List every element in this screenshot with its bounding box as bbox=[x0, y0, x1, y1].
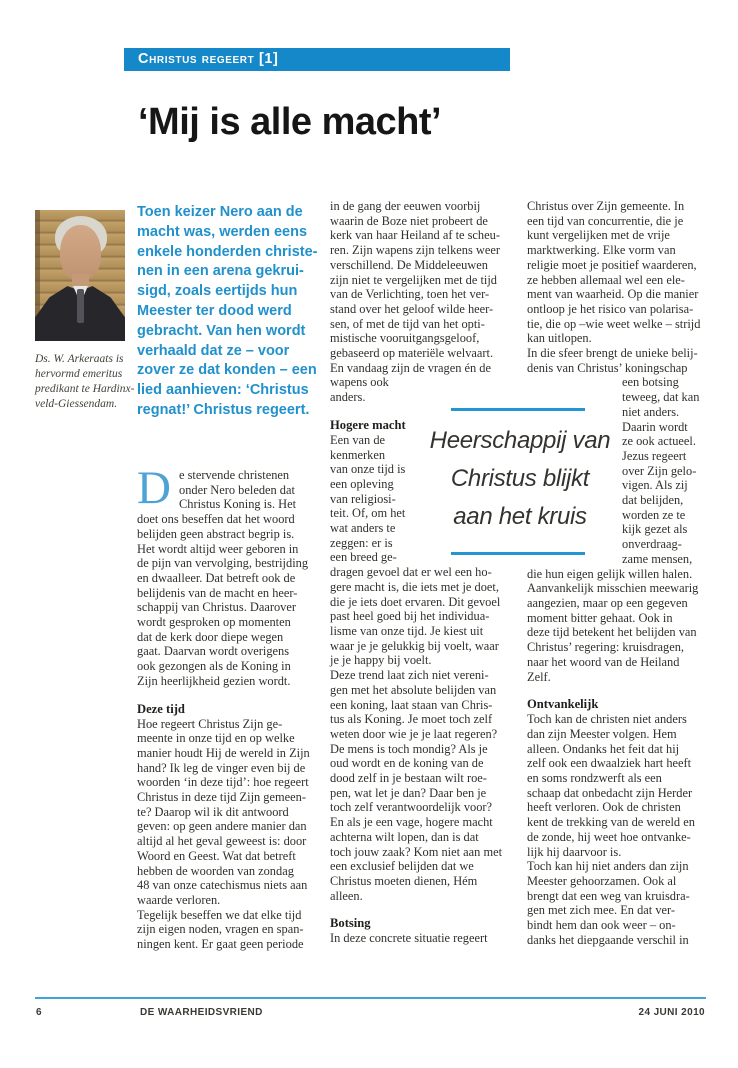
footer bbox=[0, 1007, 738, 1023]
issue-date: 24 JUNI 2010 bbox=[638, 1007, 705, 1018]
column-1 bbox=[137, 462, 329, 952]
drop-cap: D bbox=[137, 462, 171, 514]
paragraph-narrow: Een van de kenmerken van onze tijd is een opleving van religiosi- teit. Of, om het wat anders te zeggen: er is een breed ge- bbox=[330, 432, 406, 565]
paragraph bbox=[137, 462, 329, 689]
subheading-botsing: Botsing bbox=[330, 916, 371, 931]
column-2 bbox=[330, 199, 522, 946]
paragraph: Toch kan de christen niet anders dan zijn Meester volgen. Hem alleen. Ondanks het feit dat hij zelf ook een dwaalziek hart heeft en soms rondzwerft als een schaap dat onbedacht zijn Herder heeft verloren. Ook de christen kent de trekking van de wereld en de zonde, hij weet hoe ontvanke- lijk hij daarvoor is. Toch kan hij niet anders dan zijn Meester gehoorzamen. Ook al brengt dat een weg van kruisdra- gen met zich mee. En dat ver- bindt hem dan ook weer – on- danks het diepgaande verschil in bbox=[527, 712, 695, 947]
paragraph: Christus over Zijn gemeente. In een tijd van concurrentie, die je kunt vergelijken met de vrije marktwerking. Elke vorm van religie moet je positief waarderen, ze hebben allemaal wel een ele- ment van waarheid. Op die manier ontloop je het risico van polarisa- tie, die op –wie weet welke – strijd kan uitlopen. In die sfeer brengt de unieke belij- denis van Christus’ koningschap bbox=[527, 199, 701, 375]
article-title: ‘Mij is alle macht’ bbox=[138, 101, 442, 143]
paragraph: dragen gevoel dat er wel een ho- gere macht is, die iets met je doet, die je iets doet ervaren. Dit gevoel past heel goed bij het individua- lisme van onze tijd. Je kiest uit waar je je gelukkig bij voelt, waar je je happy bij voelt. Deze trend laat zich niet vereni- gen met het absolute belijden van een koning, laat staan van Chris- tus als Koning. Je moet toch zelf weten door wie je je laat regeren? De mens is toch mondig? Als je oud wordt en de koning van de dood zelf in je bestaan wilt roe- pen, wat let je dan? Daar ben je toch zelf verantwoordelijk voor? En als je een vage, hogere macht achterna wilt lopen, dan is dat toch jouw zaak? Kom niet aan met een exclusief belijden dat we Christus moeten dienen, Hém alleen. bbox=[330, 565, 503, 903]
photo-face bbox=[60, 225, 101, 280]
photo-tie bbox=[77, 289, 84, 323]
pullquote-rule-top bbox=[451, 408, 585, 411]
paragraph: in de gang der eeuwen voorbij waarin de Boze niet probeert de kerk van haar Heiland af te scheu- ren. Zijn wapens zijn telkens weer verschillend. De Middeleeuwen zijn niet te vergelijken met de tijd van de Verlichting, toen het ver- stand over het geloof wilde heer- sen, of met de tijd van het opti- mistische vooruitgangsgeloof, gebaseerd op materiële welvaart. En vandaag zijn de vragen én de wapens ook anders. bbox=[330, 199, 500, 405]
photo-caption: Ds. W. Arkeraats is hervormd emeritus predikant te Hardinx- veld-Giessendam. bbox=[35, 353, 135, 410]
paragraph-narrow: een botsing teweeg, dat kan niet anders. Daarin wordt ze ook actueel. Jezus regeert over Zijn gelo- vigen. Als zij dat belijden, worden ze te kijk gezet als onverdraag- zame mensen, bbox=[622, 375, 700, 566]
intro-paragraph: Toen keizer Nero aan de macht was, werden eens enkele honderden christe- nen in een arena gekrui- sigd, zoals eertijds hun Meester ter dood werd gebracht. Van hen wordt verhaald dat ze – voor zover ze dat konden – een lied aanhieven: ‘Christus regnat!’ Christus regeert. bbox=[137, 204, 318, 418]
subheading-deze-tijd: Deze tijd bbox=[137, 701, 185, 716]
section-kicker-label: Christus regeert [1] bbox=[138, 51, 279, 67]
paragraph-text: e stervende christenen onder Nero beleden dat Christus Koning is. Het doet ons beseffen dat het woord belijden geen abstract begrip is. Het wordt altijd weer geboren in de pijn van vervolging, bestrijding en dwaalleer. Dat betreft ook de belijdenis van de macht en heer- schappij van Christus. Daarover wordt gesproken op momenten dat de kerk door diepe wegen gaat. Daarvan wordt overigens ook gezongen als de Koning in Zijn heerlijkheid gezien wordt. bbox=[137, 468, 309, 688]
page-number: 6 bbox=[36, 1007, 42, 1018]
paragraph: die hun eigen gelijk willen halen. Aanvankelijk misschien meewarig aangezien, maar op een gegeven moment bitter gehaat. Ook in deze tijd betekent het belijden van Christus’ regering: kruisdragen, naar het woord van de Heiland Zelf. bbox=[527, 566, 699, 684]
pullquote-rule-bottom bbox=[451, 552, 585, 555]
column-3 bbox=[527, 199, 719, 947]
paragraph: Hoe regeert Christus Zijn ge- meente in onze tijd en op welke manier houdt Hij de wereld in Zijn hand? Ik leg de vinger even bij de woorden ‘in deze tijd’: hoe regeert Christus in deze tijd Zijn gemeen- te? Daarop wil ik dit antwoord geven: op geen andere manier dan altijd al het geval geweest is: door Woord en Geest. Wat dat betreft hebben de woorden van zondag 48 van onze catechismus niets aan waarde verloren. Tegelijk beseffen we dat elke tijd zijn eigen noden, vragen en span- ningen kent. Er gaat geen periode bbox=[137, 716, 310, 952]
author-photo bbox=[35, 210, 125, 341]
paragraph: In deze concrete situatie regeert bbox=[330, 931, 488, 946]
pull-quote: Heerschappij van Christus blijkt aan het kruis bbox=[429, 427, 611, 530]
footer-rule bbox=[35, 997, 706, 999]
section-kicker-bar bbox=[124, 48, 510, 71]
magazine-name: DE WAARHEIDSVRIEND bbox=[140, 1007, 263, 1018]
subheading-hogere-macht: Hogere macht bbox=[330, 417, 406, 432]
subheading-ontvankelijk: Ontvankelijk bbox=[527, 697, 599, 712]
